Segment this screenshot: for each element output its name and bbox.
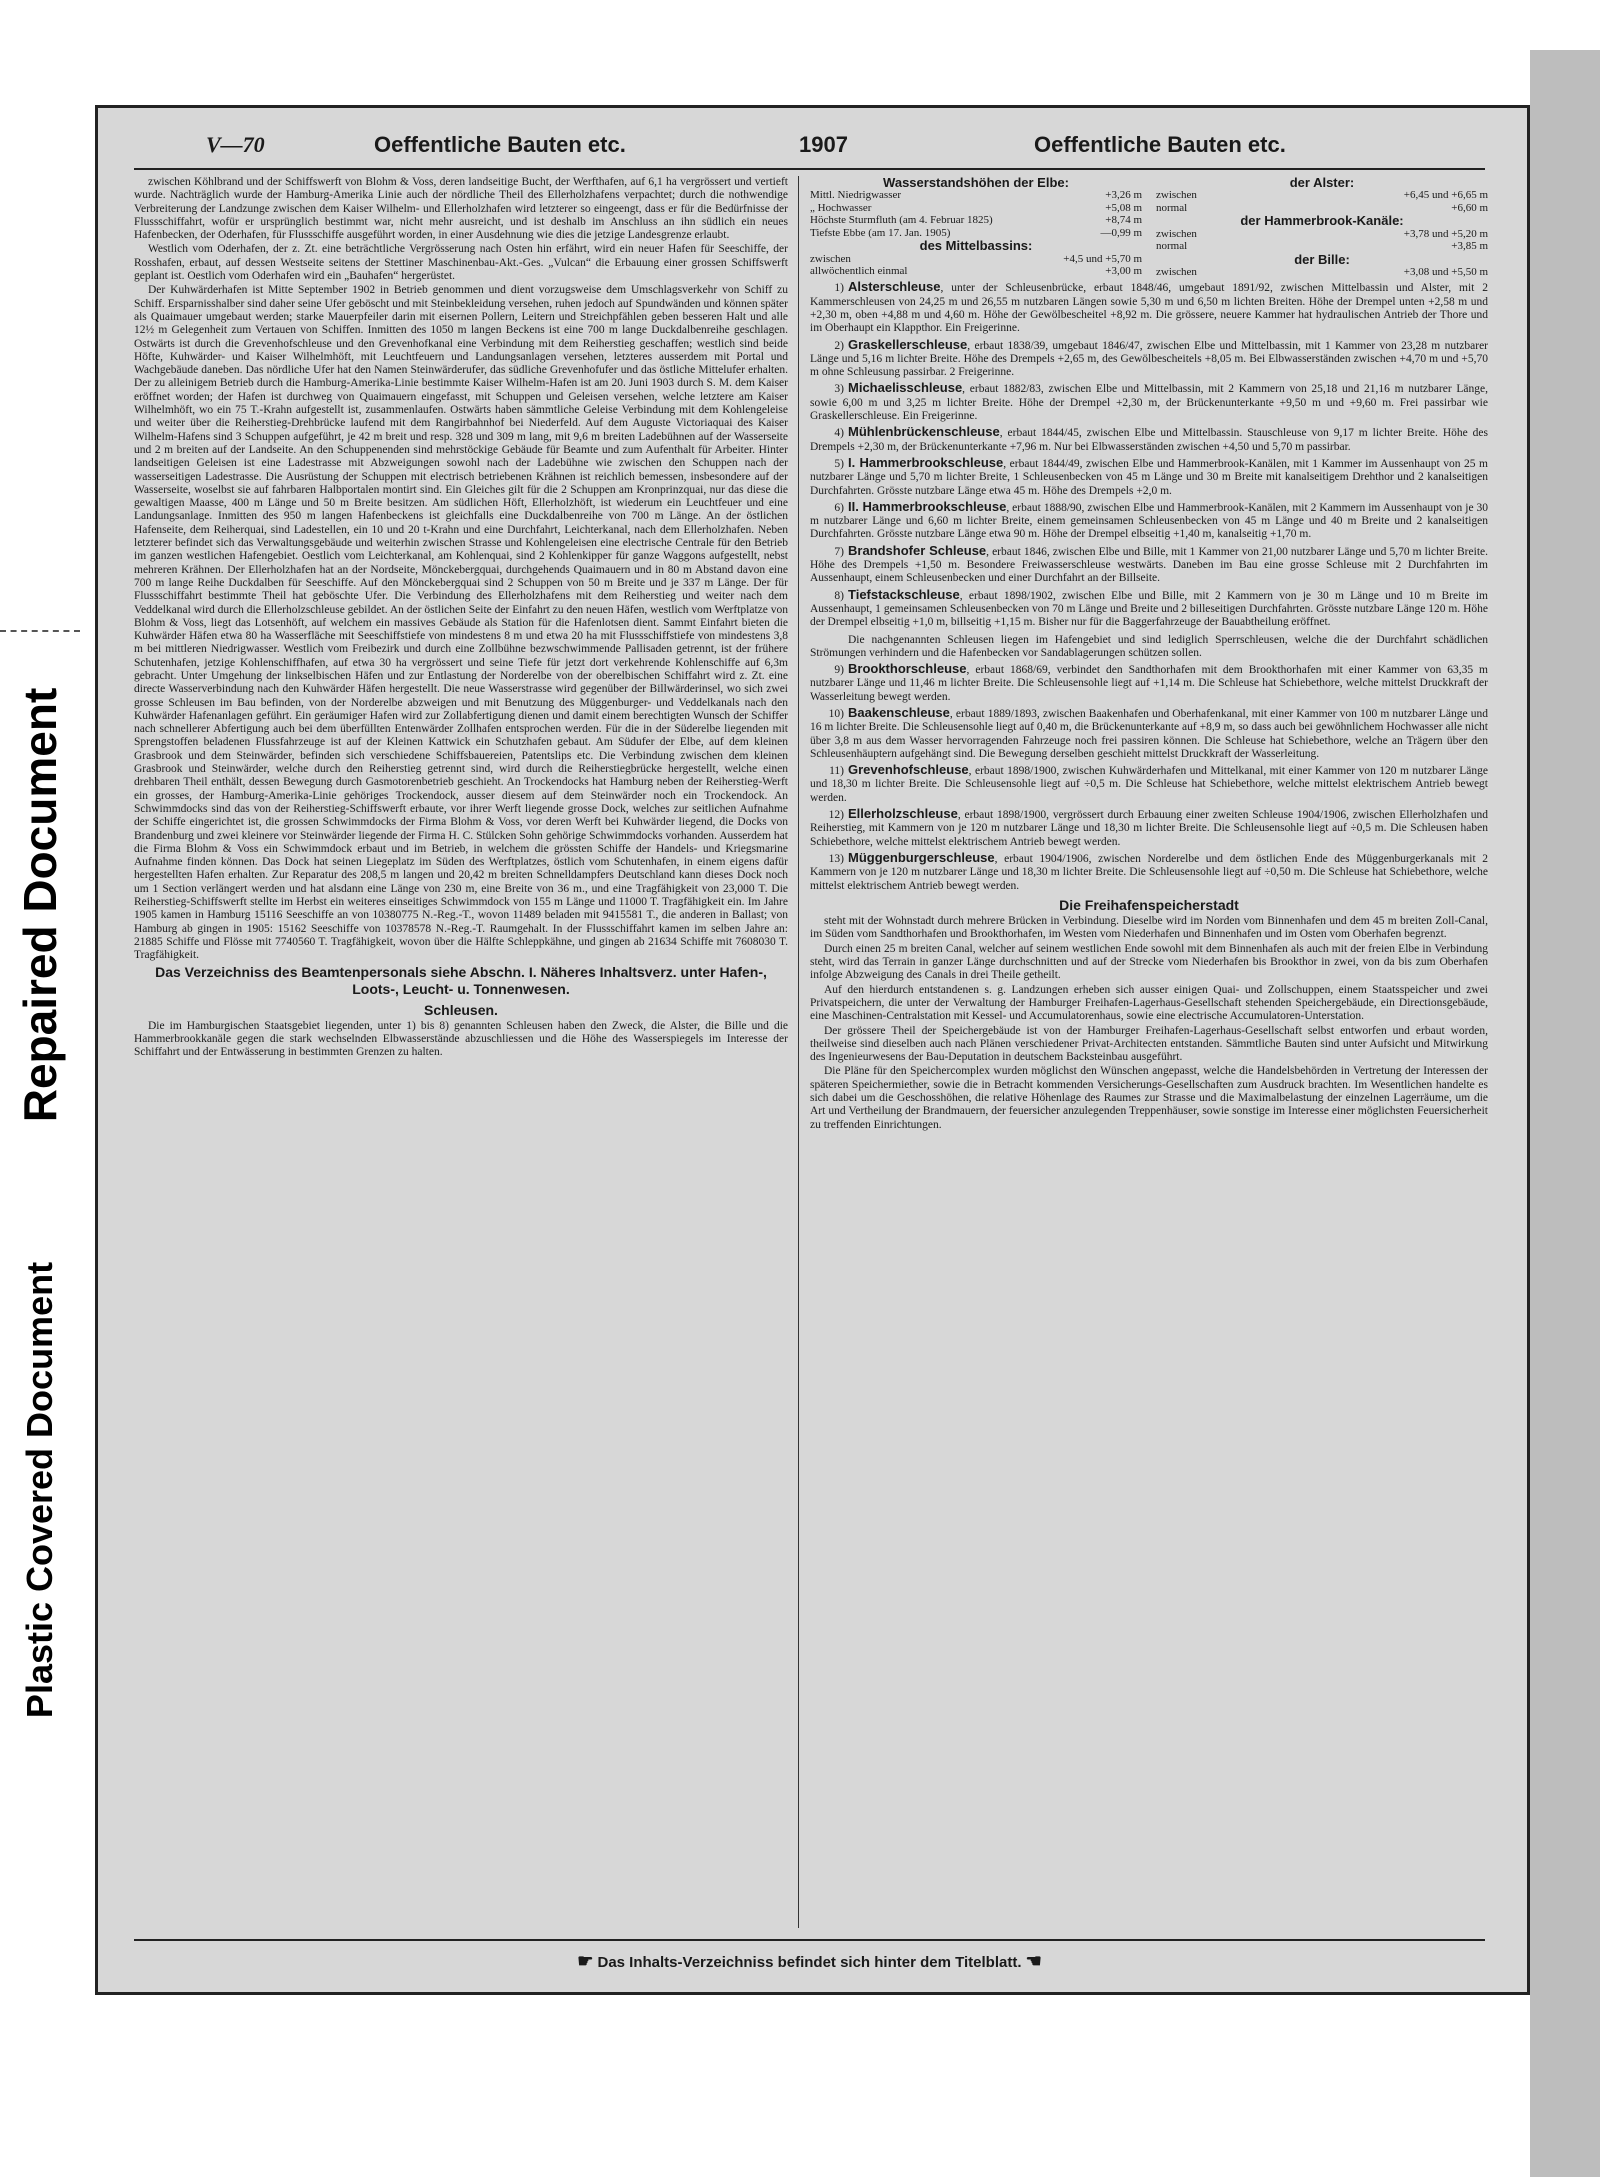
left-column [134, 176, 788, 1928]
elbe-level-row: „ Hochwasser +5,08 m [810, 201, 1142, 214]
lock-entry: 11) Grevenhofschleuse, erbaut 1898/1900, zwischen Kuhwärderhafen und Mittelkanal, mit einer Kammer von 120 m nutzbarer Länge und 18,30 m lichter Breite. Die Schleusensohle liegt auf ÷0,5 m. Die Schleuse hat Schiebethore, welche mittelst elektrischem Antrieb bewegt werden. [810, 762, 1488, 804]
side-labels [0, 0, 80, 2177]
lock-entry: 5) I. Hammerbrookschleuse, erbaut 1844/49, zwischen Elbe und Hammerbrook-Kanälen, mit 1 Kammer im Aussenhaupt von 25 m nutzbarer Länge und 5,70 m lichter Breite, 1 Schleusenbecken von 45 m Länge und 30 m Breite mit kanalseitigem Drehthor und 2 kanalseitigen Durchfahrten. Grösste nutzbare Länge etwa 45 m. Höhe des Drempels +2,0 m. [810, 454, 1488, 497]
schleusen-intro: Die im Hamburgischen Staatsgebiet liegenden, unter 1) bis 8) genannten Schleusen haben den Zweck, die Alster, die Bille und die Hammerbrookkanäle gegen die stark wechselnden Elbwasserstände abzuschliessen und die Höhe des Wasserspiegels im Interesse der Schiffahrt und der Entwässerung in bestimmten Grenzen zu halten. [134, 1019, 788, 1059]
lock-entry: 10) Baakenschleuse, erbaut 1889/1893, zwischen Baakenhafen und Oberhafenkanal, mit einer Kammer von 100 m nutzbarer Länge und 16 m lichter Breite. Die Schleusensohle liegt auf 0,40 m, die Brückenunterkante auf +8,9 m, so dass auch bei gewöhnlichem Hochwasser alle nicht über 3,8 m aus dem Wasser hervorragenden Fahrzeuge noch frei passiren können. Die Schleuse hat Schiebethore, welche an Trägern über den Schleusenhäuptern aufgehängt sind. Die Bewegung derselben geschieht mittelst Druckkraft der Wasserleitung. [810, 705, 1488, 760]
lock-entry: 8) Tiefstackschleuse, erbaut 1898/1902, zwischen Elbe und Bille, mit 2 Kammern von je 30 m Länge und 10 m Breite im Aussenhaupt, 1 gemeinsamen Schleusenbecken von 70 m Länge und Breite und 2 billeseitigen Durchfahrten. Grösste nutzbare Länge 120 m. Höhe der Drempel elbseitig +1,0 m, billseitig +1,15 m. Bisher nur für die Baggerfahrzeuge der Bauabtheilung eröffnet. [810, 586, 1488, 629]
freihafen-paragraph: Der grössere Theil der Speichergebäude ist von der Hamburger Freihafen-Lagerhaus-Gesellschaft selbst entworfen und erbaut worden, theilweise sind dieselben auch nach Plänen verschiedener Privat-Architecten entstanden. Sämmtliche Bauten sind unter Aufsicht und Mitwirkung des Ingenieurwesens der Bau-Deputation in deutschem Backsteinbau ausgeführt. [810, 1024, 1488, 1064]
beamten-notice: Das Verzeichniss des Beamtenpersonals siehe Abschn. I. Näheres Inhaltsverz. unter Hafen-, Loots-, Leucht- u. Tonnenwesen. [155, 963, 767, 997]
lock-entry: 7) Brandshofer Schleuse, erbaut 1846, zwischen Elbe und Bille, mit 1 Kammer von 21,00 nutzbarer Länge und 5,70 m lichter Breite. Höhe des Drempels +1,50 m. Besondere Freiwasserschleuse westwärts. Daneben im Bau eine grosse Schleuse mit 2 Durchfahrten im Aussenhaupt, einem Schleusenbecken und einer Durchfahrt an der Billseite. [810, 542, 1488, 585]
hammerbrook-levels-title: der Hammerbrook-Kanäle: [1240, 213, 1404, 229]
page-footer [134, 1939, 1485, 1972]
lock-note: Die nachgenannten Schleusen liegen im Hafengebiet und sind lediglich Sperrschleusen, welche die der Durchfahrt schädlichen Strömungen verhindern und die Hafenbecken vor Sandablagerungen schützen sollen. [810, 633, 1488, 659]
hammerbrook-level-row: zwischen +3,78 und +5,20 m [1156, 227, 1488, 240]
left-paragraph: zwischen Köhlbrand und der Schiffswerft von Blohm & Voss, deren landseitige Bucht, der Werfthafen, auf 6,1 ha vergrössert und vertieft wurde. Nachträglich wurde der Hamburg-Amerika Linie auch der nördliche Theil des Ellerholzhafens verpachtet; durch die nothwendige Verbreiterung der Landzunge zwischen dem Kaiser Wilhelm- und Ellerholzhafen wird letzterer so eingeengt, dass er für die Bedürfnisse der Flussschiffahrt, wofür er ursprünglich bestimmt war, nicht mehr ausreicht, und ist deshalb im Anschluss an ihn südlich ein neues Hafenbecken, der Oderhafen, für Flussschiffe ausgeführt worden, in einer Ausdehnung wie dies die jetzige Landesgrenze erlaubt. [134, 176, 788, 242]
water-levels-table [810, 176, 1488, 278]
lock-entry: 6) II. Hammerbrookschleuse, erbaut 1888/90, zwischen Elbe und Hammerbrook-Kanälen, mit 2 Kammern im Aussenhaupt von je 30 m nutzbarer Länge und 6,60 m lichter Breite, einem gemeinsamen Schleusenbecken von 45 m Länge und 40 m Breite und 2 kanalseitigen Durchfahrten. Grösste nutzbare Länge etwa 90 m. Höhe der Drempel elbseitig +1,40 m, kanalseitig +1,70 m. [810, 498, 1488, 541]
lock-entry: 1) Alsterschleuse, unter der Schleusenbrücke, erbaut 1848/46, umgebaut 1891/92, zwischen Mittelbassin und Alster, mit 2 Kammerschleusen von 24,25 m und 26,55 m nutzbaren Längen sowie 5,30 m und 6,50 m lichten Breiten. Höhe der Drempel unten +2,58 m und +2,30 m, oben +4,88 m und 4,60 m. Höhe der Gewölbescheitel +8,92 m. Die grössere, neuere Kammer hat hydraulischen Antrieb der Thore und im Oberhaupt ein Klappthor. Ein Freigerinne. [810, 279, 1488, 335]
right-column [810, 176, 1488, 1928]
lock-entry: 3) Michaelisschleuse, erbaut 1882/83, zwischen Elbe und Mittelbassin, mit 2 Kammern von 25,18 und 21,16 m nutzbarer Länge, sowie 6,00 m und 3,25 m lichter Breite. Höhe der Drempel +2,30 m, der Brückenunterkante +9,50 m und +9,60 m. Frei passirbar wie Graskellerschleuse. Ein Freigerinne. [810, 380, 1488, 423]
document-page [95, 105, 1530, 1995]
hammerbrook-level-row: normal +3,85 m [1156, 240, 1488, 253]
plastic-covered-document-label: Plastic Covered Document [19, 1261, 60, 1719]
freihafen-paragraph: Die Pläne für den Speichercomplex wurden möglichst den Wünschen angepasst, welche die Handelsbehörden in Vertretung der Interessen der späteren Speichermiether, sowie die in Betracht kommenden Versicherungs-Gesellschaften zum Ausdruck brachten. Im Wesentlichen handelte es sich dabei um die Geschosshöhen, die relative Höhenlage des Raumes zur Strasse und die Maximalbelastung der einzelnen Lagerräume, um die Art und Vertheilung der Brandmauern, der feuersicher anzulegenden Treppenhäuser, sowie sonstige im Interesse einer möglichsten Feuersicherheit zu treffenden Einrichtungen. [810, 1065, 1488, 1131]
lock-entry: 9) Brookthorschleuse, erbaut 1868/69, verbindet den Sandthorhafen mit dem Brookthorhafen mit einer Kammer von 63,35 m nutzbarer Länge und 11,46 m lichter Breite. Die Schleusensohle liegt auf +1,14 m. Die Schleuse hat Schiebethore, welche mittelst Druckkraft der Wasserleitung bewegt werden. [810, 661, 1488, 703]
lock-entry: 13) Müggenburgerschleuse, erbaut 1904/1906, zwischen Norderelbe und dem östlichen Ende des Müggenburgerkanals mit 2 Kammern von je 120 m nutzbarer Länge und 18,30 m lichter Breite. Die Schleusensohle liegt auf ÷0,50 m. Die Schleuse hat Schiebethore, welche mittelst elektrischem Antrieb bewegt werden. [810, 849, 1488, 892]
column-rule [798, 176, 799, 1928]
footer-notice: Das Inhalts-Verzeichniss befindet sich hinter dem Titelblatt. [597, 1954, 1022, 1971]
lock-entry: 2) Graskellerschleuse, erbaut 1838/39, umgebaut 1846/47, zwischen Elbe und Mittelbassin, mit 1 Kammer von 23,28 m nutzbarer Länge und 5,16 m lichter Breite. Höhe des Drempels +2,65 m, des Gewölbescheitels +8,05 m. Bei Elbwasserständen zwischen +4,70 m und +5,70 m ohne Schleusung passirbar. 2 Freigerinne. [810, 336, 1488, 379]
alster-levels-title: der Alster: [1289, 176, 1355, 190]
alster-level-row: zwischen +6,45 und +6,65 m [1156, 189, 1488, 202]
freihafen-paragraph: Durch einen 25 m breiten Canal, welcher auf seinem westlichen Ende sowohl mit dem Binnenhafen als auch mit der freien Elbe in Verbindung steht, wird das Terrain in ganzer Länge durchschnitten und auf der Strecke vom Niederhafen bis Brookthor in zwei, von da bis zum Oberhafen infolge Abzweigung des Canals in drei Theile getheilt. [810, 942, 1488, 982]
bille-levels-title: der Bille: [1294, 251, 1350, 267]
alster-level-row: normal +6,60 m [1156, 201, 1488, 214]
schleusen-heading: Schleusen. [424, 1001, 498, 1018]
header-year: 1907 [799, 132, 848, 157]
left-paragraph: Westlich vom Oderhafen, der z. Zt. eine beträchtliche Vergrösserung nach Osten hin erfährt, wird ein neuer Hafen für Seeschiffe, der Rosshafen, erbaut, auf dessen Westseite seitens der Stettiner Maschinenbau-Akt.-Ges. „Vulcan“ die Erbauung einer grossen Schiffswerft geplant ist. Oestlich vom Oderhafen wird ein „Bauhafen“ hergerüstet. [134, 243, 788, 283]
header-left-title: Oeffentliche Bauten etc. [374, 132, 626, 157]
freihafen-heading: Die Freihafenspeicherstadt [1059, 896, 1239, 913]
elbe-levels-title: Wasserstandshöhen der Elbe: [883, 176, 1069, 190]
elbe-level-row: Mittl. Niedrigwasser +3,26 m [810, 189, 1142, 202]
freihafen-paragraph: steht mit der Wohnstadt durch mehrere Brücken in Verbindung. Dieselbe wird im Norden vom Binnenhafen und dem 45 m breiten Zoll-Canal, im Süden vom Sandthorhafen und Brookthorhafen, im Westen vom Niederhafen und Binnenhafen und im Osten vom Oberhafen begrenzt. [810, 915, 1488, 941]
elbe-level-row: Höchste Sturmfluth (am 4. Februar 1825) +8,74 m [810, 214, 1142, 227]
pointing-hand-left-icon: ☛ [577, 1951, 594, 1971]
elbe-level-row: Tiefste Ebbe (am 17. Jan. 1905) —0,99 m [810, 226, 1142, 239]
adjacent-page-edge [1530, 50, 1600, 2177]
bille-level-row: zwischen +3,08 und +5,50 m [1156, 265, 1488, 278]
mittelbassin-level-row: allwöchentlich einmal +3,00 m [810, 265, 1142, 278]
page-number: V—70 [206, 132, 265, 157]
header-right-title: Oeffentliche Bauten etc. [1034, 132, 1286, 157]
mittelbassin-level-row: zwischen +4,5 und +5,70 m [810, 252, 1142, 265]
mittelbassin-levels-title: des Mittelbassins: [919, 238, 1033, 254]
freihafen-paragraph: Auf den hierdurch entstandenen s. g. Landzungen erheben sich ausser einigen Quai- und Zollschuppen, einem Staatsspeicher und zwei Privatspeichern, die unter der Verwaltung der Hamburger Freihafen-Lagerhaus-Gesellschaft stehenden Speichergebäude, ein Directionsgebäude, eine Maschinen-Centralstation mit Kessel- und Accumulatorenhaus, sowie eine electrische Accumulatoren-Unterstation. [810, 983, 1488, 1023]
pointing-hand-right-icon: ☚ [1025, 1951, 1042, 1971]
lock-entry: 4) Mühlenbrückenschleuse, erbaut 1844/45, zwischen Elbe und Mittelbassin. Stauschleuse von 9,17 m lichter Breite. Höhe des Drempels +2,30 m, der Brückenunterkante +7,96 m. Nur bei Elbwasserständen zwischen +4,50 und 5,70 m passirbar. [810, 424, 1488, 453]
page-header [134, 124, 1485, 170]
dashed-divider [0, 630, 80, 632]
left-paragraph: Der Kuhwärderhafen ist Mitte September 1902 in Betrieb genommen und dient vorzugsweise dem Umschlagsverkehr von Schiff zu Schiff. Ersparnisshalber sind daher seine Ufer geböscht und mit Steinbekleidung versehen, ruhen jedoch auf Spundwänden und können später als Quaimauer umgebaut werden; starke Mauerpfeiler darin mit eisernen Pollern, Leitern und Streichpfählen geben besseren Halt und alle 12½ m Gelegenheit zum Vertauen von Schiffen. Inmitten des 1050 m langen Beckens ist eine 700 m lange Duckdalbenreihe geschlagen. Ostwärts ist durch die Grevenhofschleuse und den Grevenhofkanal eine Verbindung mit dem Reiherstieg geschaffen; westlich sind beide Höfte, Kuhwärder- und Kaiser Wilhelmhöft, mit Leuchtfeuern und Landungsanlagen versehen, letzteres ausserdem mit Portal und Wachgebäude daneben. Das nördliche Ufer hat den Namen Steinwärderufer, das südliche Grevenhofufer und das östliche Mittelufer erhalten. Der zu alleinigem Betrieb durch die Hamburg-Amerika-Linie bestimmte Kaiser Wilhelm-Hafen ist am 20. Juni 1903 durch S. M. dem Kaiser eröffnet worden; der Hafen ist durchweg von Quaimauern eingefasst, mit Schuppen und Geleisen versehen, welche letztere am Kaiser Wilhelmhöft, wo ein 75 T.-Krahn aufgestellt ist, zusammenlaufen. Ostwärts haben sämmtliche Geleise Verbindung mit dem Kohlengeleise und weiter über die Reiherstieg-Drehbrücke laufend mit dem Rangirbahnhof bei Niederfeld. Auf dem Auguste Victoriaquai des Kaiser Wilhelm-Hafens sind 3 Schuppen aufgeführt, je 42 m breit und resp. 328 und 309 m lang, mit 9,6 m breiten Ladebühnen auf der Wasserseite und 2 m breiten auf der Landseite. An den Schuppenenden sind mehrstöckige Gebäude für Beamte und zum Aufenthalt für Arbeiter. Hinter landseitigen Geleisen ist eine Ladestrasse mit Abzweigungen sowohl nach der Ladebühne wie zwischen den Schuppen nach der wasserseitigen Ladestrasse. Die Ausrüstung der Schuppen mit electrisch betriebenen Krähnen ist reichlich bemessen, insbesondere auf der Wasserseite, woselbst sie auf fahrbaren Halbportalen montirt sind. Ein Gleiches gilt für die 2 Schuppen am Kronprinzquai, nur das diese die gewaltigen Maasse, 400 m Länge und 50 m Breite besitzen. Am südlichen Höft, Ellerholzhöft, ist wiederum ein Leuchtfeuer und eine Landungsanlage. Inmitten des 950 m langen Hafenbeckens ist gleichfalls eine Duckdalbenreihe von 700 m Länge. An der östlichen Hafenseite, dem Reiherquai, sind Ladestellen, ein 10 und 20 t-Krahn und eine Durchfahrt, Leichterkanal, nach dem Ellerholzhafen. Neben letzterer befindet sich das Verwaltungsgebäude und weiterhin zwischen Strasse und Kohlengeleisen eine electrische Centrale für den Betrieb im ganzen westlichen Hafengebiet. Oestlich vom Leichterkanal, am Kohlenquai, sind 2 Kohlenkipper für ganze Waggons aufgestellt, nebst mehreren Krähnen. Der Ellerholzhafen hat an der Nordseite, Mönckebergquai, durchgehends Quaimauern und in 80 m Abstand davon eine 700 m lange Reihe Duckdalben für Seeschiffe. Auf den Mönckebergquai sind 2 Schuppen von 50 m Breite und je 337 m Länge. Der für Flussschiffahrt bestimmte Theil hat geböschte Ufer. Die Verbindung des Ellerholzhafens mit dem Reiherstieg und weiter nach dem Veddelkanal wird durch die Ellerholzschleuse gebildet. An der östlichen Seite der Einfahrt zu den neuen Häfen, westlich vom Werftplatze von Blohm & Voss, liegt das Lotsenhöft, auf welchem ein massives Gebäude als Station für die Hafenlotsen dient. Sammt Einfahrt bieten die Kuhwärder Häfen etwa 80 ha Wasserfläche mit Seeschiffstiefe von mindestens 8 m und etwa 20 ha mit Flussschiffstiefe von mindestens 3,8 m bei mittleren Niedrigwasser. Westlich vom Freibezirk und durch eine Zollbühne bezwschwimmende Pallisaden getrennt, ist der frühere Schutenhafen, jetzige Kohlenschiffhafen, auf etwa 30 ha vergrössert und seine Tiefe für jetzt dort verkehrende Kohlenschiffe auf 6,3m gebracht. Unter Umgehung der linkselbischen Häfen und zur Entlastung der Norderelbe von der oberelbischen Schiffahrt wird z. Zt. eine directe Wasserverbindung nach den Kuhwärder Häfen hergestellt. Die neue Wasserstrasse wird gegenüber der Billwärderinsel, wo sich zwei grosse Schleusen im Bau befinden, von der Norderelbe abzweigen und mit Benutzung des Müggenburger- und Veddelkanals nach den Kuhwärder Hafenanlagen geführt. Ein geräumiger Hafen wird zur Zollabfertigung dienen und damit einem berechtigten Wunsch der Schiffer nach schnellerer Abfertigung auch bei dem überfüllten Entenwärder Zollhafen entsprochen werden. Für die in der Süderelbe liegenden mit Sprengstoffen beladenen Flussfahrzeuge ist auf der Kleinen Kattwick ein Schutzhafen gebaut. Am Südufer der Elbe, auf dem kleinen Grasbrook und dem Steinwärder, befinden sich verschiedene Schiffsbauereien, Patentslips etc. Die Verbindung zwischen dem kleinen Grasbrook und Steinwärder, welche durch den Reiherstieg getrennt sind, wird durch die Reiherstiegbrücke hergestellt, welche einen drehbaren Theil enthält, dessen Bewegung durch Gasmotorenbetrieb geschieht. An Trockendocks hat Hamburg neben der Reiherstieg-Werft ein grosses, der Hamburg-Amerika-Linie gehöriges Trockendock, ausser diesem auf dem Steinwärder noch ein Trockendock. An Schwimmdocks sind das von der Reiherstieg-Schiffswerft erbaute, vor ihrer Werft liegende grosse Dock, welches zur seitlichen Aufnahme der Schiffe eingerichtet ist, die grossen Schwimmdocks der Firma Blohm & Voss, vor deren Werft bei Kuhwärder liegend, die Docks von Brandenburg und zwei kleinere vor Steinwärder liegende der Firma H. C. Stülcken Sohn gehörige Schwimmdocks vorhanden. Ausserdem hat die Firma Blohm & Voss ein Schwimmdock erbaut und im Betrieb, in welchem die grössten Schiffe der Handels- und Kriegsmarine Aufnahme finden können. Das Dock hat seinen Liegeplatz im Süden des Werftplatzes, östlich vom Schutenhafen, in einem eigens dafür hergestellten Hafen erhalten. Zur Reparatur des 208,5 m langen und 20,42 m breiten Schnelldampfers Deutschland kann dieses Dock noch um 1 Section verlängert werden und hat alsdann eine Länge von 230 m, eine Breite von 36 m., und eine Tragfähigkeit von 23,000 T. Die Reiherstieg-Schiffswerft stellte im Herbst ein weiteres einseitiges Schwimmdock von 155 m Länge und 11000 T. Tragfähigkeit ein. Im Jahre 1905 kamen in Hamburg 15116 Seeschiffe an von 10380775 N.-Reg.-T., wovon 11489 beladen mit 9415581 T., die anderen in Ballast; von Hamburg ab gingen in 1905: 15162 Seeschiffe von 10378578 N.-Reg.-T. Raumgehalt. In der Flussschiffahrt kamen im selben Jahre an: 21885 Schiffe und Flösse mit 7740560 T. Tragfähigkeit, wovon über die Hälfte Schleppkähne, und gingen ab 21634 Schiffe mit 7608030 T. Tragfähigkeit. [134, 284, 788, 962]
lock-entry: 12) Ellerholzschleuse, erbaut 1898/1900, vergrössert durch Erbauung einer zweiten Schleuse 1904/1906, zwischen Ellerholzhafen und Reiherstieg, mit Kammern von je 120 m nutzbarer Länge und 18,30 m lichter Breite. Die Schleusensohle liegt auf ÷0,5 m. Die Schleusen haben Schiebethore, welche mittelst elektrischem Antrieb bewegt werden. [810, 806, 1488, 848]
repaired-document-label: Repaired Document [14, 687, 66, 1123]
